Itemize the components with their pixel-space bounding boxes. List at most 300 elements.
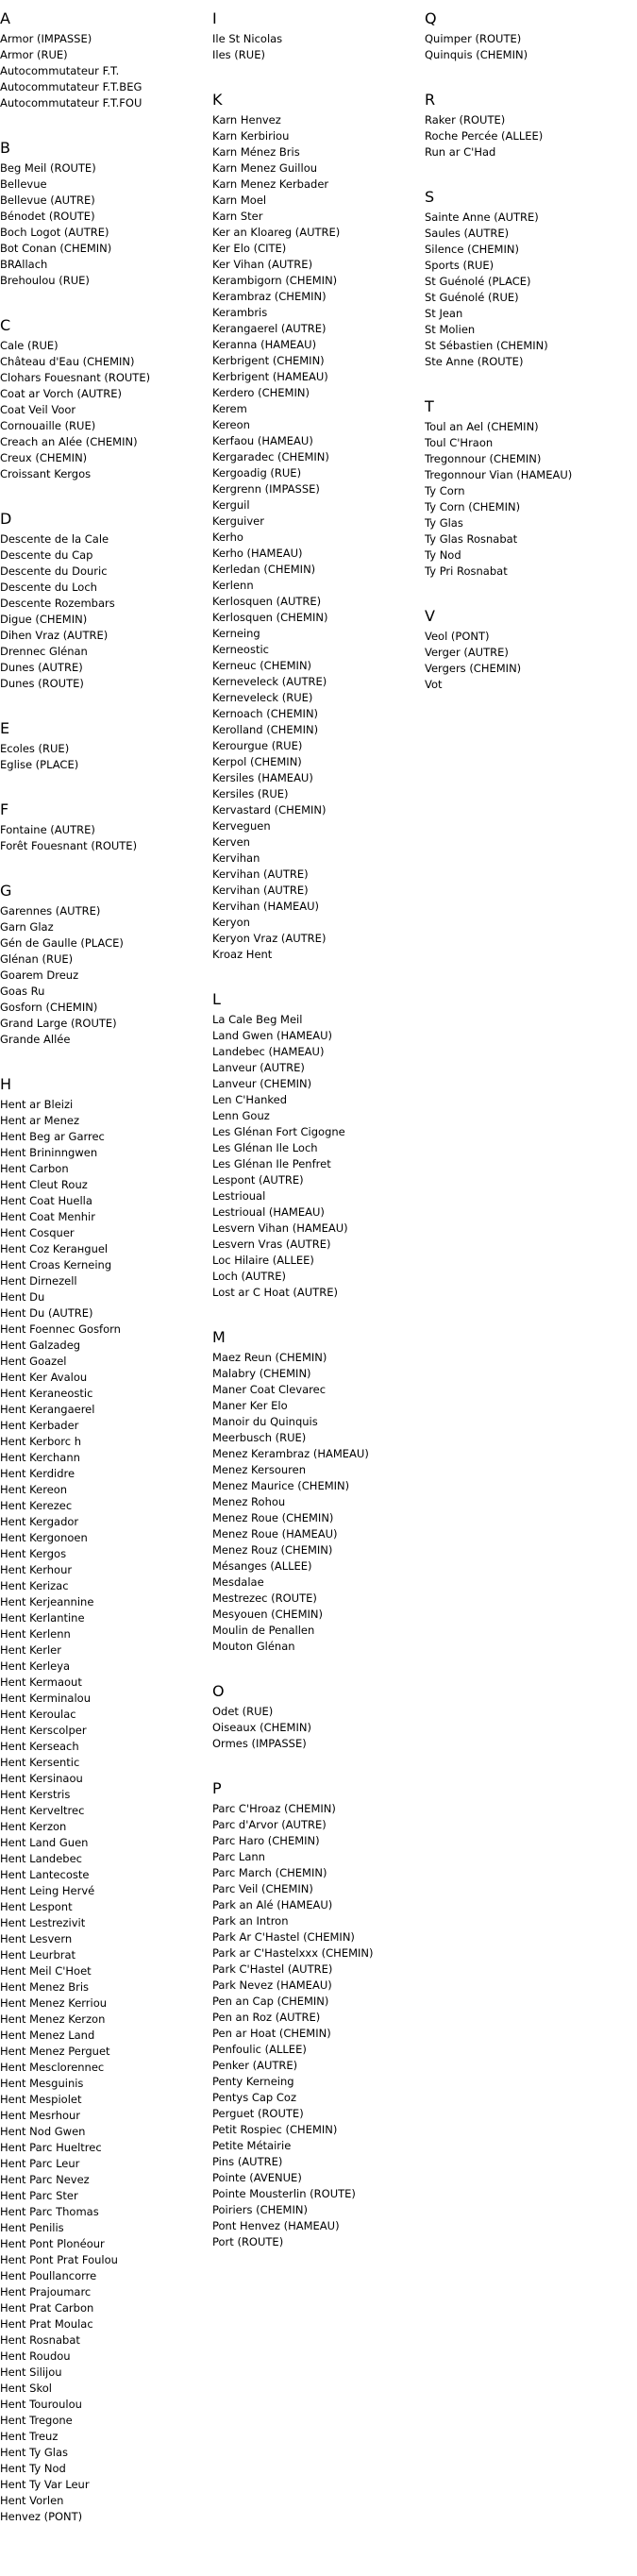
street-link[interactable]: Brehoulou (RUE)	[0, 274, 90, 287]
street-link[interactable]: Hent Du	[0, 1290, 45, 1304]
street-link[interactable]: Hent Vorlen	[0, 2494, 64, 2507]
street-link[interactable]: Hent Poullancorre	[0, 2269, 97, 2282]
street-link[interactable]: Kerho (HAMEAU)	[212, 547, 303, 560]
street-link[interactable]: Hent Lespont	[0, 1900, 73, 1913]
street-link[interactable]: Digue (CHEMIN)	[0, 613, 88, 626]
street-link[interactable]: Kerlosquen (AUTRE)	[212, 595, 322, 608]
street-link[interactable]: Saules (AUTRE)	[425, 227, 510, 240]
street-link[interactable]: Menez Maurice (CHEMIN)	[212, 1479, 350, 1492]
street-link[interactable]: Parc Haro (CHEMIN)	[212, 1834, 320, 1847]
street-link[interactable]: Lestrioual (HAMEAU)	[212, 1205, 325, 1219]
street-link[interactable]: Roche Percée (ALLEE)	[425, 129, 544, 143]
street-link[interactable]: St Jean	[425, 307, 463, 320]
street-link[interactable]: Parc March (CHEMIN)	[212, 1866, 327, 1879]
street-link[interactable]: Menez Kersouren	[212, 1463, 306, 1476]
street-link[interactable]: Hent Du (AUTRE)	[0, 1306, 93, 1320]
street-link[interactable]: Ty Nod	[425, 548, 461, 562]
street-link[interactable]: Pen ar Hoat (CHEMIN)	[212, 2027, 331, 2040]
street-link[interactable]: Descente du Cap	[0, 548, 93, 562]
street-link[interactable]: Drennec Glénan	[0, 645, 88, 658]
street-link[interactable]: Kerneveleck (RUE)	[212, 691, 313, 704]
street-link[interactable]: Odet (RUE)	[212, 1705, 274, 1718]
street-link[interactable]: Hent Cosquer	[0, 1226, 75, 1239]
street-link[interactable]: Kerho	[212, 530, 243, 544]
street-link[interactable]: Quimper (ROUTE)	[425, 32, 522, 45]
street-link[interactable]: Hent Kerleya	[0, 1659, 71, 1673]
street-link[interactable]: Sainte Anne (AUTRE)	[425, 210, 539, 224]
street-link[interactable]: Penty Kerneing	[212, 2075, 294, 2088]
street-link[interactable]: Hent Carbon	[0, 1162, 69, 1175]
street-link[interactable]: Keryon Vraz (AUTRE)	[212, 932, 327, 945]
street-link[interactable]: Petit Rospiec (CHEMIN)	[212, 2123, 338, 2136]
street-link[interactable]: Ker Vihan (AUTRE)	[212, 258, 313, 271]
street-link[interactable]: Park an Alé (HAMEAU)	[212, 1898, 333, 1911]
street-link[interactable]: Autocommutateur F.T.FOU	[0, 96, 142, 109]
street-link[interactable]: Descente du Loch	[0, 581, 97, 594]
street-link[interactable]: Bot Conan (CHEMIN)	[0, 242, 112, 255]
street-link[interactable]: Hent Menez Kerriou	[0, 1996, 108, 2010]
street-link[interactable]: Hent Kerveltrec	[0, 1804, 85, 1817]
street-link[interactable]: Armor (RUE)	[0, 48, 68, 61]
letter-section	[0, 800, 208, 869]
street-link[interactable]: Mesyouen (CHEMIN)	[212, 1608, 323, 1621]
street-link[interactable]: Lestrioual	[212, 1189, 266, 1203]
street-link[interactable]: Boch Logot (AUTRE)	[0, 226, 109, 239]
street-link[interactable]: Dunes (ROUTE)	[0, 677, 84, 690]
street-link[interactable]: Kervihan	[212, 851, 260, 865]
street-link[interactable]: Ker an Kloareg (AUTRE)	[212, 226, 341, 239]
street-link[interactable]: Garn Glaz	[0, 920, 54, 934]
street-link[interactable]: Kerdero (CHEMIN)	[212, 386, 310, 399]
street-link[interactable]: Hent Keraneostic	[0, 1387, 93, 1400]
street-link[interactable]: Kereon	[212, 418, 250, 431]
street-link[interactable]: Park Nevez (HAMEAU)	[212, 1978, 332, 1992]
street-link[interactable]: Descente de la Cale	[0, 532, 109, 546]
street-link[interactable]: Bellevue (AUTRE)	[0, 194, 95, 207]
street-link[interactable]: Hent Landebec	[0, 1852, 82, 1865]
street-link[interactable]: Hent Cleut Rouz	[0, 1178, 88, 1191]
street-link[interactable]: Cornouaille (RUE)	[0, 419, 96, 432]
street-link[interactable]: Hent Land Guen	[0, 1836, 89, 1849]
column-3	[425, 0, 632, 708]
street-link[interactable]: Hent Kerlantine	[0, 1611, 85, 1625]
street-link[interactable]: Menez Kerambraz (HAMEAU)	[212, 1447, 369, 1460]
street-link[interactable]: Petite Métairie	[212, 2139, 292, 2152]
street-link[interactable]: Hent Kerzon	[0, 1820, 67, 1833]
street-link[interactable]: Hent Galzadeg	[0, 1339, 81, 1352]
street-link[interactable]: Kerambris	[212, 306, 268, 319]
street-link[interactable]: Kerneuc (CHEMIN)	[212, 659, 312, 672]
street-link[interactable]: Hent Skol	[0, 2382, 52, 2395]
street-link[interactable]: Kerambigorn (CHEMIN)	[212, 274, 338, 287]
street-link[interactable]: Hent Roudou	[0, 2349, 71, 2363]
street-link[interactable]: Creux (CHEMIN)	[0, 451, 88, 464]
street-link[interactable]: Lenn Gouz	[212, 1109, 270, 1122]
street-link[interactable]: Karn Ménez Bris	[212, 145, 300, 159]
street-link[interactable]: Ty Glas	[425, 516, 463, 530]
street-link[interactable]: Hent Rosnabat	[0, 2333, 80, 2347]
street-link[interactable]: Hent ar Menez	[0, 1114, 80, 1127]
street-link[interactable]: Hent Goazel	[0, 1355, 67, 1368]
street-link[interactable]: Kerguiver	[212, 514, 264, 528]
street-link[interactable]: Moulin de Penallen	[212, 1624, 315, 1637]
street-link[interactable]: Pointe (AVENUE)	[212, 2171, 302, 2184]
street-link[interactable]: Pins (AUTRE)	[212, 2155, 283, 2168]
street-link[interactable]: Mésanges (ALLEE)	[212, 1559, 312, 1573]
street-link[interactable]: Fontaine (AUTRE)	[0, 823, 95, 836]
street-link[interactable]: Raker (ROUTE)	[425, 113, 506, 126]
street-link[interactable]: Hent Kerangaerel	[0, 1403, 95, 1416]
street-link[interactable]: Kergrenn (IMPASSE)	[212, 482, 320, 496]
street-link[interactable]: Hent Mespiolet	[0, 2093, 82, 2106]
street-link[interactable]: Ty Glas Rosnabat	[425, 532, 518, 546]
street-link[interactable]: Hent Beg ar Garrec	[0, 1130, 105, 1143]
street-link[interactable]: Hent Prajoumarc	[0, 2285, 92, 2298]
letter-section	[0, 719, 208, 788]
street-link[interactable]: Malabry (CHEMIN)	[212, 1367, 311, 1380]
street-link[interactable]: Hent Kerlenn	[0, 1627, 71, 1641]
street-link[interactable]: Loch (AUTRE)	[212, 1270, 287, 1283]
street-link[interactable]: Maner Coat Clevarec	[212, 1383, 327, 1396]
street-link[interactable]: Kervihan (AUTRE)	[212, 867, 309, 881]
street-link[interactable]: Gosforn (CHEMIN)	[0, 1001, 98, 1014]
street-link[interactable]: Hent Parc Thomas	[0, 2205, 99, 2218]
street-link[interactable]: Lespont (AUTRE)	[212, 1173, 304, 1187]
street-link[interactable]: Tregonnour Vian (HAMEAU)	[425, 468, 573, 481]
street-link[interactable]: Kerguil	[212, 498, 250, 512]
street-link[interactable]: BRAllach	[0, 258, 48, 271]
street-link[interactable]: La Cale Beg Meil	[212, 1013, 303, 1026]
street-link[interactable]: Hent Kermaout	[0, 1675, 82, 1689]
street-link[interactable]: Hent Kerezec	[0, 1499, 73, 1512]
street-link[interactable]: Garennes (AUTRE)	[0, 904, 101, 918]
street-link[interactable]: Kerolland (CHEMIN)	[212, 723, 319, 736]
street-link[interactable]: Kerneostic	[212, 643, 269, 656]
street-link[interactable]: Hent Mesclorennec	[0, 2061, 105, 2074]
street-link[interactable]: Karn Menez Kerbader	[212, 177, 329, 191]
street-link[interactable]: Pen an Roz (AUTRE)	[212, 2011, 321, 2024]
street-link[interactable]: Maez Reun (CHEMIN)	[212, 1351, 327, 1364]
street-link[interactable]: Hent Meil C'Hoet	[0, 1964, 92, 1978]
street-link[interactable]: Hent Menez Kerzon	[0, 2012, 106, 2026]
street-link[interactable]: Creach an Alée (CHEMIN)	[0, 435, 138, 448]
street-link[interactable]: Hent Lesvern	[0, 1932, 73, 1945]
street-link[interactable]: Lost ar C Hoat (AUTRE)	[212, 1286, 338, 1299]
street-link[interactable]: Dunes (AUTRE)	[0, 661, 83, 674]
street-link[interactable]: Lanveur (AUTRE)	[212, 1061, 305, 1074]
street-link[interactable]: Hent Kerseach	[0, 1740, 79, 1753]
street-link[interactable]: Menez Roue (CHEMIN)	[212, 1511, 334, 1524]
letter-section	[0, 510, 208, 707]
street-link[interactable]: Ker Elo (CITE)	[212, 242, 287, 255]
street-link[interactable]: Hent Foennec Gosforn	[0, 1322, 121, 1336]
street-link[interactable]: Ile St Nicolas	[212, 32, 283, 45]
street-link[interactable]: Kerveguen	[212, 819, 271, 833]
street-link[interactable]: Hent Penilis	[0, 2221, 64, 2234]
street-link[interactable]: Parc Veil (CHEMIN)	[212, 1882, 313, 1895]
street-link[interactable]: Forêt Fouesnant (ROUTE)	[0, 839, 138, 852]
street-link[interactable]: Descente du Douric	[0, 564, 108, 578]
street-link[interactable]: Hent Kerjeannine	[0, 1595, 94, 1608]
street-link[interactable]: Parc C'Hroaz (CHEMIN)	[212, 1802, 336, 1815]
street-link[interactable]: Karn Menez Guillou	[212, 161, 318, 175]
street-link[interactable]: Ty Pri Rosnabat	[425, 564, 508, 578]
street-link[interactable]: Autocommutateur F.T.	[0, 64, 120, 77]
street-link[interactable]: Eglise (PLACE)	[0, 758, 79, 771]
street-link[interactable]: Grande Allée	[0, 1033, 71, 1046]
street-link[interactable]: Ty Corn (CHEMIN)	[425, 500, 521, 514]
street-link[interactable]: Autocommutateur F.T.BEG	[0, 80, 142, 93]
street-link[interactable]: Hent Ty Var Leur	[0, 2478, 90, 2491]
street-link[interactable]: Lesvern Vras (AUTRE)	[212, 1237, 331, 1251]
street-link[interactable]: Park an Intron	[212, 1914, 289, 1928]
street-link[interactable]: Bellevue	[0, 177, 47, 191]
street-link[interactable]: Kervihan (AUTRE)	[212, 884, 309, 897]
street-link[interactable]: Les Glénan Ile Loch	[212, 1141, 318, 1154]
street-link[interactable]: Hent Parc Ster	[0, 2189, 78, 2202]
street-link[interactable]: Grand Large (ROUTE)	[0, 1017, 117, 1030]
street-link[interactable]: Menez Rohou	[212, 1495, 286, 1508]
street-link[interactable]: Goas Ru	[0, 985, 45, 998]
street-link[interactable]: Pentys Cap Coz	[212, 2091, 296, 2104]
street-link[interactable]: Kerledan (CHEMIN)	[212, 563, 316, 576]
street-link[interactable]: Clohars Fouesnant (ROUTE)	[0, 371, 151, 384]
street-link[interactable]: Descente Rozembars	[0, 597, 115, 610]
street-link[interactable]: Hent Ker Avalou	[0, 1371, 88, 1384]
street-link[interactable]: Run ar C'Had	[425, 145, 496, 159]
street-link[interactable]: Hent Tregone	[0, 2414, 73, 2427]
street-link[interactable]: Quinquis (CHEMIN)	[425, 48, 528, 61]
street-link[interactable]: Park ar C'Hastelxxx (CHEMIN)	[212, 1946, 374, 1960]
street-link[interactable]: Kersiles (HAMEAU)	[212, 771, 313, 784]
street-link[interactable]: Kerem	[212, 402, 247, 415]
street-link[interactable]: Château d'Eau (CHEMIN)	[0, 355, 135, 368]
street-link[interactable]: Hent Lantecoste	[0, 1868, 90, 1881]
street-link[interactable]: Kerangaerel (AUTRE)	[212, 322, 327, 335]
street-link[interactable]: Pointe Mousterlin (ROUTE)	[212, 2187, 356, 2200]
street-link[interactable]: Kerbrigent (CHEMIN)	[212, 354, 325, 367]
street-link[interactable]: Hent Coat Menhir	[0, 1210, 95, 1223]
street-link[interactable]: St Molien	[425, 323, 476, 336]
street-link[interactable]: Hent Ty Nod	[0, 2462, 66, 2475]
street-link[interactable]: Hent Kersentic	[0, 1756, 80, 1769]
letter-section	[0, 139, 208, 304]
street-link[interactable]: Hent Mesrhour	[0, 2109, 81, 2122]
street-link[interactable]: Penker (AUTRE)	[212, 2059, 298, 2072]
street-link[interactable]: Keranna (HAMEAU)	[212, 338, 317, 351]
street-link[interactable]: Kerourgue (RUE)	[212, 739, 303, 752]
street-link[interactable]: Hent Coz Kerанguel	[0, 1242, 109, 1255]
street-link[interactable]: Karn Henvez	[212, 113, 281, 126]
street-link[interactable]: Hent Kerler	[0, 1643, 61, 1657]
street-link[interactable]: Kerfaou (HAMEAU)	[212, 434, 313, 447]
street-link[interactable]: Kerneing	[212, 627, 260, 640]
street-link[interactable]: Mouton Glénan	[212, 1640, 295, 1653]
street-link[interactable]: Maner Ker Elo	[212, 1399, 288, 1412]
street-link[interactable]: Hent Kerscolper	[0, 1724, 87, 1737]
street-link[interactable]: Hent Pont Prat Foulou	[0, 2253, 118, 2266]
street-link[interactable]: Les Glénan Ile Penfret	[212, 1157, 331, 1170]
street-link[interactable]: Henvez (PONT)	[0, 2510, 83, 2523]
street-link[interactable]: Kerneveleck (AUTRE)	[212, 675, 327, 688]
street-link[interactable]: Hent Kersinaou	[0, 1772, 83, 1785]
street-list	[212, 1704, 420, 1767]
street-link[interactable]: Len C'Hanked	[212, 1093, 288, 1106]
street-link[interactable]: Beg Meil (ROUTE)	[0, 161, 96, 175]
street-link[interactable]: Armor (IMPASSE)	[0, 32, 92, 45]
street-link[interactable]: Kervihan (HAMEAU)	[212, 900, 320, 913]
street-link[interactable]: Hent Menez Bris	[0, 1980, 90, 1994]
street-link[interactable]: Glénan (RUE)	[0, 952, 74, 966]
street-link[interactable]: Hent Kereon	[0, 1483, 68, 1496]
street-link[interactable]: Hent Kergador	[0, 1515, 79, 1528]
street-link[interactable]: Les Glénan Fort Cigogne	[212, 1125, 345, 1138]
street-link[interactable]: Park Ar C'Hastel (CHEMIN)	[212, 1930, 355, 1944]
street-link[interactable]: Hent Menez Perguet	[0, 2045, 110, 2058]
street-link[interactable]: St Sébastien (CHEMIN)	[425, 339, 548, 352]
street-link[interactable]: Pont Henvez (HAMEAU)	[212, 2219, 340, 2232]
street-link[interactable]: Lanveur (CHEMIN)	[212, 1077, 312, 1090]
street-link[interactable]: Karn Ster	[212, 210, 263, 223]
street-link[interactable]: Ormes (IMPASSE)	[212, 1737, 307, 1750]
street-link[interactable]: Ecoles (RUE)	[0, 742, 70, 755]
street-link[interactable]: Hent Kergos	[0, 1547, 67, 1560]
street-link[interactable]: Coat ar Vorch (AUTRE)	[0, 387, 122, 400]
street-link[interactable]: Kernoach (CHEMIN)	[212, 707, 319, 720]
street-link[interactable]: Bénodet (ROUTE)	[0, 210, 95, 223]
section-letter-heading: P	[212, 1779, 222, 1797]
street-link[interactable]: Parc d'Arvor (AUTRE)	[212, 1818, 327, 1831]
street-link[interactable]: Perguet (ROUTE)	[212, 2107, 304, 2120]
street-link[interactable]: Hent Parc Leur	[0, 2157, 80, 2170]
street-link[interactable]: Karn Moel	[212, 194, 267, 207]
street-link[interactable]: Hent Prat Carbon	[0, 2301, 94, 2315]
street-link[interactable]: Kerlenn	[212, 579, 254, 592]
street-link[interactable]: Hent Kerdidre	[0, 1467, 75, 1480]
street-link[interactable]: Hent Parc Hueltrec	[0, 2141, 102, 2154]
street-link[interactable]: Tregonnour (CHEMIN)	[425, 452, 542, 465]
street-link[interactable]: Hent Leurbrat	[0, 1948, 76, 1961]
street-link[interactable]: Hent Coat Huella	[0, 1194, 92, 1207]
street-link[interactable]: Toul an Ael (CHEMIN)	[425, 420, 539, 433]
street-link[interactable]: Croissant Kergos	[0, 467, 92, 480]
street-link[interactable]: Sports (RUE)	[425, 259, 495, 272]
street-link[interactable]: Penfoulic (ALLEE)	[212, 2043, 307, 2056]
street-link[interactable]: Silence (CHEMIN)	[425, 243, 519, 256]
street-list	[425, 31, 632, 78]
street-link[interactable]: Hent Kergonoen	[0, 1531, 88, 1544]
street-link[interactable]: Verger (AUTRE)	[425, 646, 509, 659]
street-link[interactable]: Coat Veil Voor	[0, 403, 76, 416]
street-link[interactable]: Goarem Dreuz	[0, 968, 79, 982]
street-link[interactable]: Meerbusch (RUE)	[212, 1431, 307, 1444]
street-link[interactable]: Kergoadig (RUE)	[212, 466, 302, 480]
street-link[interactable]: Hent Leing Hervé	[0, 1884, 95, 1897]
street-link[interactable]: Manoir du Quinquis	[212, 1415, 318, 1428]
street-link[interactable]: Hent Brininngwen	[0, 1146, 98, 1159]
street-link[interactable]: Kergaradec (CHEMIN)	[212, 450, 329, 463]
street-link[interactable]: Hent Treuz	[0, 2430, 59, 2443]
street-link[interactable]: Hent Touroulou	[0, 2398, 82, 2411]
street-link[interactable]: Hent Ty Glas	[0, 2446, 69, 2459]
street-link[interactable]: Kerambraz (CHEMIN)	[212, 290, 327, 303]
street-link[interactable]: Hent Mesguinis	[0, 2077, 84, 2090]
street-link[interactable]: St Guénolé (RUE)	[425, 291, 519, 304]
street-link[interactable]: Kroaz Hent	[212, 948, 273, 961]
street-link[interactable]: Hent Kerborc h	[0, 1435, 82, 1448]
street-link[interactable]: Menez Rouz (CHEMIN)	[212, 1543, 333, 1557]
street-link[interactable]: Hent Dirnezell	[0, 1274, 77, 1288]
street-list	[0, 531, 208, 707]
street-link[interactable]: Mesdalae	[212, 1575, 264, 1589]
street-link[interactable]: Hent Kerminalou	[0, 1692, 91, 1705]
street-link[interactable]: Hent Pont Plonéour	[0, 2237, 105, 2250]
street-link[interactable]: Dihen Vraz (AUTRE)	[0, 629, 109, 642]
street-link[interactable]: Menez Roue (HAMEAU)	[212, 1527, 338, 1541]
street-link[interactable]: Hent Prat Moulac	[0, 2317, 93, 2331]
street-link[interactable]: Ty Corn	[425, 484, 465, 497]
street-link[interactable]: Kervastard (CHEMIN)	[212, 803, 327, 817]
street-list	[212, 1801, 420, 2265]
street-link[interactable]: Hent Kerhour	[0, 1563, 73, 1576]
street-link[interactable]: Hent ar Bleizi	[0, 1098, 74, 1111]
street-link[interactable]: Hent Croas Kerneing	[0, 1258, 112, 1271]
street-link[interactable]: Kerpol (CHEMIN)	[212, 755, 302, 768]
street-link[interactable]: Oiseaux (CHEMIN)	[212, 1721, 311, 1734]
street-link[interactable]: Vot	[425, 678, 443, 691]
street-link[interactable]: Hent Kerbader	[0, 1419, 79, 1432]
street-link[interactable]: Gén de Gaulle (PLACE)	[0, 936, 124, 950]
street-link[interactable]: Port (ROUTE)	[212, 2235, 284, 2248]
column-1	[0, 0, 208, 2540]
street-link[interactable]: Karn Kerbiriou	[212, 129, 290, 143]
street-link[interactable]: Kerlosquen (CHEMIN)	[212, 611, 328, 624]
street-link[interactable]: Pen an Cap (CHEMIN)	[212, 1995, 329, 2008]
street-link[interactable]: Hent Kerstris	[0, 1788, 71, 1801]
street-link[interactable]: Poiriers (CHEMIN)	[212, 2203, 308, 2216]
street-list	[0, 338, 208, 497]
street-link[interactable]: Toul C'Hraon	[425, 436, 494, 449]
street-link[interactable]: Iles (RUE)	[212, 48, 265, 61]
street-link[interactable]: St Guénolé (PLACE)	[425, 275, 531, 288]
street-link[interactable]: Hent Kerizac	[0, 1579, 69, 1592]
street-link[interactable]: Ste Anne (ROUTE)	[425, 355, 524, 368]
street-link[interactable]: Lesvern Vihan (HAMEAU)	[212, 1221, 348, 1235]
street-link[interactable]: Hent Parc Nevez	[0, 2173, 90, 2186]
street-link[interactable]: Hent Lestrezivit	[0, 1916, 86, 1929]
street-link[interactable]: Keryon	[212, 916, 250, 929]
street-link[interactable]: Hent Menez Land	[0, 2029, 95, 2042]
street-link[interactable]: Landebec (HAMEAU)	[212, 1045, 325, 1058]
street-link[interactable]: Hent Nod Gwen	[0, 2125, 86, 2138]
street-link[interactable]: Cale (RUE)	[0, 339, 59, 352]
street-link[interactable]: Park C'Hastel (AUTRE)	[212, 1962, 333, 1976]
street-link[interactable]: Vergers (CHEMIN)	[425, 662, 522, 675]
street-link[interactable]: Parc Lann	[212, 1850, 265, 1863]
street-link[interactable]: Hent Kerchann	[0, 1451, 80, 1464]
street-link[interactable]: Land Gwen (HAMEAU)	[212, 1029, 332, 1042]
street-link[interactable]: Hent Silijou	[0, 2366, 62, 2379]
street-link[interactable]: Loc Hilaire (ALLEE)	[212, 1254, 314, 1267]
street-link[interactable]: Kerven	[212, 835, 250, 849]
section-letter-heading: E	[0, 719, 10, 737]
street-link[interactable]: Mestrezec (ROUTE)	[212, 1591, 317, 1605]
street-link[interactable]: Veol (PONT)	[425, 630, 490, 643]
street-link[interactable]: Hent Keroulac	[0, 1708, 76, 1721]
street-link[interactable]: Kerbrigent (HAMEAU)	[212, 370, 328, 383]
street-link[interactable]: Kersiles (RUE)	[212, 787, 289, 800]
letter-section	[0, 1075, 208, 2540]
